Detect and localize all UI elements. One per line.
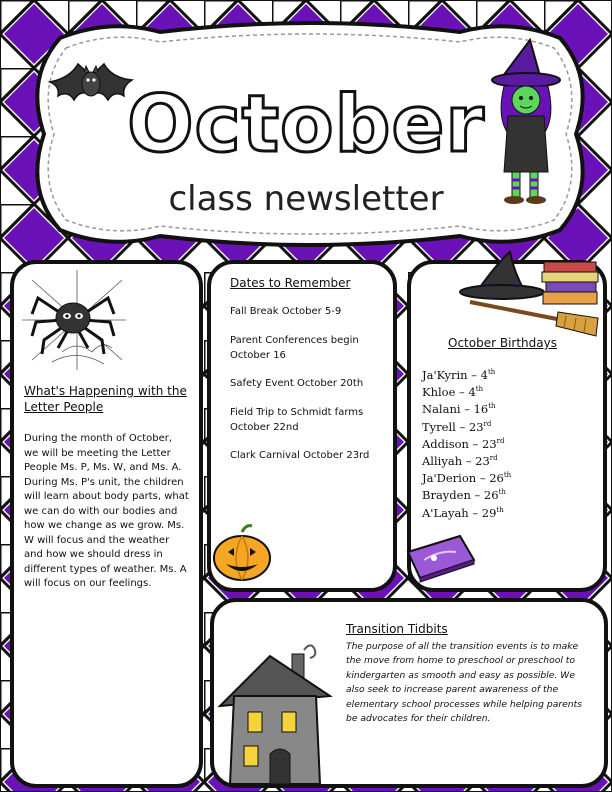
birthday-suffix: th <box>487 368 496 377</box>
date-item: Parent Conferences begin October 16 <box>230 335 359 361</box>
birthday-suffix: th <box>475 385 484 394</box>
birthday-name: Khloe – 4 <box>422 385 476 400</box>
pumpkin-icon <box>212 524 272 582</box>
birthday-item <box>422 506 504 520</box>
letter-people-body: During the month of October, we will be meeting the Letter People Ms. P, Ms. W, and Ms. A. During Ms. P's unit, the children will learn about body parts, what we can do with our bodies and how we change as we grow. Ms. W will focus and the weather and how we should dress in different types of weather. Ms. A will focus on our feelings. <box>24 433 189 589</box>
date-item: Clark Carnival October 23rd <box>230 450 370 461</box>
haunted-house-icon <box>220 636 340 784</box>
birthday-suffix: rd <box>489 454 498 463</box>
birthday-name: Tyrell – 23 <box>422 419 484 434</box>
birthday-name: Ja'Kyrin – 4 <box>422 368 488 382</box>
birthday-suffix: th <box>503 471 512 480</box>
spellbook-icon <box>404 530 476 582</box>
birthday-name: Ja'Derion – 26 <box>422 471 504 486</box>
broom-icon <box>470 298 602 338</box>
date-item: Fall Break October 5-9 <box>230 306 342 317</box>
birthday-item <box>422 488 506 502</box>
letter-people-heading: What's Happening with the Letter People <box>24 384 187 414</box>
birthday-name: Addison – 23 <box>422 436 497 451</box>
dates-heading: Dates to Remember <box>230 276 351 290</box>
birthday-suffix: rd <box>483 419 492 428</box>
birthday-item <box>422 368 495 382</box>
birthday-item <box>422 437 504 451</box>
newsletter-subtitle: class newsletter <box>168 179 444 219</box>
birthday-name: A'Layah – 29 <box>422 505 497 520</box>
newsletter-title: October <box>127 80 485 170</box>
transition-heading: Transition Tidbits <box>346 622 448 636</box>
birthday-item <box>422 420 491 434</box>
birthday-name: Brayden – 26 <box>422 488 499 503</box>
spider-icon <box>22 270 126 370</box>
date-item: Field Trip to Schmidt farms October 22nd <box>230 407 364 433</box>
birthday-name: Nalani – 16 <box>422 402 489 417</box>
birthday-suffix: th <box>488 402 496 411</box>
birthday-suffix: th <box>496 505 504 514</box>
birthday-name: Alliyah – 23 <box>422 454 490 468</box>
birthdays-heading: October Birthdays <box>448 336 557 350</box>
birthday-item <box>422 385 483 399</box>
transition-body: The purpose of all the transition events is to make the move from home to preschool or preschool to kindergarten as smooth and easy as possible. We also seek to increase parent awareness of the elementary school processes while helping parents be advocates for their children. <box>346 641 582 725</box>
birthday-suffix: rd <box>496 436 505 445</box>
birthday-item <box>422 402 496 416</box>
bat-icon <box>48 58 134 114</box>
witch-icon <box>490 40 570 210</box>
birthday-item <box>422 471 511 485</box>
birthday-suffix: th <box>498 488 506 497</box>
birthday-item <box>422 454 498 468</box>
date-item: Safety Event October 20th <box>230 378 364 389</box>
witch-hat-icon <box>458 252 548 302</box>
